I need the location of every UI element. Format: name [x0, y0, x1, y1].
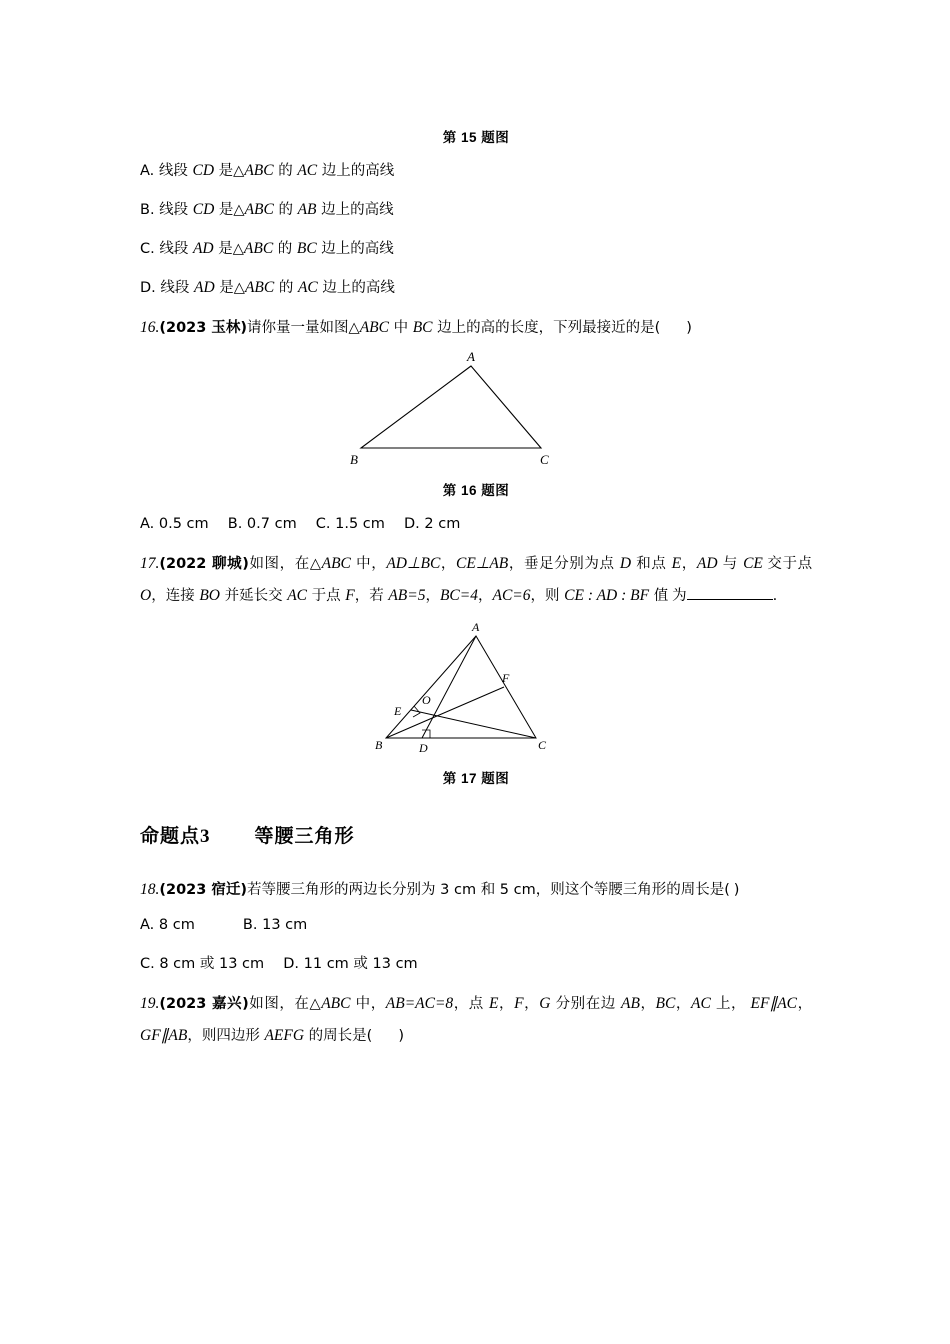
q16-side: BC	[412, 319, 433, 336]
q17-ab5: AB=5	[388, 587, 426, 604]
q15-option-c-mid2: 的	[273, 241, 297, 257]
figure-caption-15: 第 15 题图	[442, 130, 510, 145]
q18-close: )	[733, 882, 740, 898]
q16-text-d: )	[686, 320, 692, 336]
q16-text-a: 请你量一量如图△	[247, 320, 360, 336]
q17-ratio: CE : AD : BF	[564, 587, 650, 604]
figure-16	[140, 348, 812, 473]
q19-l2f: )	[398, 1028, 405, 1044]
q15-option-d-tri: ABC	[244, 279, 275, 296]
q18-choices-line2	[140, 949, 812, 979]
q17-l1b: 中，	[350, 556, 387, 572]
q17-source: (2022 聊城)	[159, 556, 249, 572]
q15-option-c	[140, 234, 812, 264]
q17-l2e: ，若	[354, 588, 389, 604]
q15-option-a	[140, 156, 812, 186]
q15-option-c-mid: 是△	[213, 241, 244, 257]
q17-point-o: O	[140, 587, 152, 604]
q15-option-a-pre: A. 线段	[140, 163, 193, 179]
q18-source: (2023 宿迁)	[159, 882, 248, 898]
q17-l2g: ，	[478, 588, 493, 604]
q15-option-c-pre: C. 线段	[140, 241, 193, 257]
svg-text:D: D	[419, 741, 428, 755]
q18-number: 18.	[140, 881, 160, 898]
q19-quad: AEFG	[264, 1027, 305, 1044]
q19-c3: ，	[639, 996, 656, 1012]
question-18	[140, 874, 812, 906]
svg-text:B: B	[350, 452, 358, 467]
q18-choice-line2: C. 8 cm 或 13 cm D. 11 cm 或 13 cm	[140, 956, 418, 972]
svg-text:A: A	[467, 349, 475, 364]
q19-ac: AC	[690, 995, 711, 1012]
q15-option-b-tri: ABC	[244, 201, 274, 218]
q16-choices-text: A. 0.5 cm B. 0.7 cm C. 1.5 cm D. 2 cm	[140, 516, 461, 532]
section-number: 3	[200, 826, 211, 847]
svg-text:C: C	[538, 738, 547, 752]
svg-text:B: B	[375, 738, 383, 752]
q19-c1: ，	[498, 996, 515, 1012]
q19-point-e: E	[489, 995, 499, 1012]
q17-bc4: BC=4	[439, 587, 478, 604]
q17-c1: ，	[440, 556, 457, 572]
q19-c2: ，	[523, 996, 540, 1012]
q16-text-c: 边上的高的长度，下列最接近的是(	[432, 320, 661, 336]
q15-option-b-seg: CD	[192, 201, 215, 218]
q19-tri: ABC	[321, 995, 351, 1012]
q19-bc: BC	[655, 995, 676, 1012]
q17-ad-perp-bc: AD⊥BC	[386, 555, 441, 572]
q17-l2d: 于点	[307, 588, 346, 604]
q15-option-a-post: 边上的高线	[317, 163, 395, 179]
q17-bo: BO	[199, 587, 220, 604]
q19-c4: ，	[675, 996, 691, 1012]
svg-text:O: O	[422, 693, 431, 707]
q17-l2f: ，	[425, 588, 440, 604]
q17-answer-blank[interactable]	[687, 584, 773, 600]
figure-17-svg	[326, 616, 626, 761]
q19-l2e: 的周长是(	[304, 1028, 373, 1044]
q16-number: 16.	[140, 319, 160, 336]
figure-caption-17: 第 17 题图	[442, 771, 510, 786]
q15-option-d-side: AC	[297, 279, 318, 296]
q15-option-c-post: 边上的高线	[316, 241, 394, 257]
q16-text-b: 中	[388, 320, 413, 336]
figure-17	[140, 616, 812, 761]
q15-option-b-pre: B. 线段	[140, 202, 193, 218]
section-title: 等腰三角形	[254, 825, 355, 847]
q19-l2d: ，则四边形	[187, 1028, 265, 1044]
q15-option-d-pre: D. 线段	[140, 280, 194, 296]
q15-option-a-mid: 是△	[214, 163, 245, 179]
q18-choice-line1: A. 8 cm B. 13 cm	[140, 917, 308, 933]
q17-l1e: ，	[681, 556, 697, 572]
q15-option-a-mid2: 的	[273, 163, 298, 179]
q19-point-f: F	[514, 995, 524, 1012]
q17-point-e: E	[671, 555, 682, 572]
q17-l3a: 为	[672, 588, 687, 604]
q19-ab-ac: AB=AC=8	[385, 995, 454, 1012]
q19-ab: AB	[620, 995, 640, 1012]
question-16	[140, 312, 812, 344]
q17-ce-perp-ab: CE⊥AB	[456, 555, 509, 572]
figure-caption-16: 第 16 题图	[442, 483, 510, 498]
svg-text:E: E	[394, 704, 402, 718]
q19-l1d: 分别在边	[550, 996, 621, 1012]
q19-l1c: ，点	[453, 996, 490, 1012]
q15-option-b-post: 边上的高线	[316, 202, 394, 218]
q19-ef-par-ac: EF∥AC	[750, 995, 798, 1012]
q17-number: 17.	[140, 555, 160, 572]
q17-tri: ABC	[321, 555, 351, 572]
section-label: 命题点	[140, 825, 201, 847]
q15-option-d-post: 边上的高线	[317, 280, 395, 296]
q17-l1d: 和点	[631, 556, 672, 572]
q17-l2h: ，则	[530, 588, 565, 604]
q19-gf-par-ab: GF∥AB	[140, 1027, 188, 1044]
q17-ce: CE	[743, 555, 763, 572]
q15-option-b-mid2: 的	[273, 202, 298, 218]
svg-text:A: A	[472, 620, 480, 634]
q17-l2a: 交于点	[767, 556, 813, 572]
figure-16-svg	[326, 348, 626, 473]
q15-option-b-mid: 是△	[214, 202, 245, 218]
q15-option-b	[140, 195, 812, 225]
page-content	[140, 120, 812, 1056]
q15-option-a-side: AC	[297, 162, 318, 179]
q15-option-c-seg: AD	[192, 240, 214, 257]
q17-l1a: 如图，在△	[248, 556, 322, 572]
svg-text:F: F	[502, 671, 510, 685]
section-heading-3	[140, 821, 812, 848]
q15-option-c-side: BC	[296, 240, 317, 257]
q19-point-g: G	[539, 995, 551, 1012]
q17-l1f: 与	[717, 556, 744, 572]
q16-triangle: ABC	[359, 319, 389, 336]
q15-option-a-tri: ABC	[244, 162, 274, 179]
q15-option-d	[140, 273, 812, 303]
q15-option-d-seg: AD	[194, 279, 215, 296]
q19-l1a: 如图，在△	[248, 996, 322, 1012]
q19-l1e: 上，	[710, 996, 747, 1012]
q17-point-d: D	[619, 555, 632, 572]
q17-ad: AD	[696, 555, 718, 572]
q17-ac6: AC=6	[492, 587, 531, 604]
q16-choices	[140, 509, 812, 539]
svg-text:C: C	[540, 452, 549, 467]
question-19	[140, 988, 812, 1052]
q18-choices-line1	[140, 910, 812, 940]
q15-option-a-seg: CD	[192, 162, 215, 179]
q18-text: 若等腰三角形的两边长分别为 3 cm 和 5 cm，则这个等腰三角形的周长是(	[247, 882, 730, 898]
q19-source: (2023 嘉兴)	[159, 996, 249, 1012]
q15-option-b-side: AB	[297, 201, 317, 218]
q17-ac: AC	[287, 587, 308, 604]
q17-l2c: 并延长交	[219, 588, 288, 604]
question-17	[140, 548, 812, 612]
q17-l1c: ，垂足分别为点	[508, 556, 620, 572]
q15-option-d-mid: 是△	[214, 280, 245, 296]
q15-option-d-mid2: 的	[274, 280, 298, 296]
q19-l2b: ，	[797, 996, 813, 1012]
q16-source: (2023 玉林)	[159, 320, 248, 336]
q17-point-f: F	[345, 587, 355, 604]
q17-l2b: ，连接	[151, 588, 200, 604]
q19-l1b: 中，	[350, 996, 386, 1012]
q17-l3b: .	[772, 588, 778, 604]
q15-option-c-tri: ABC	[243, 240, 274, 257]
q17-l2i: 值	[649, 588, 669, 604]
q19-number: 19.	[140, 995, 160, 1012]
